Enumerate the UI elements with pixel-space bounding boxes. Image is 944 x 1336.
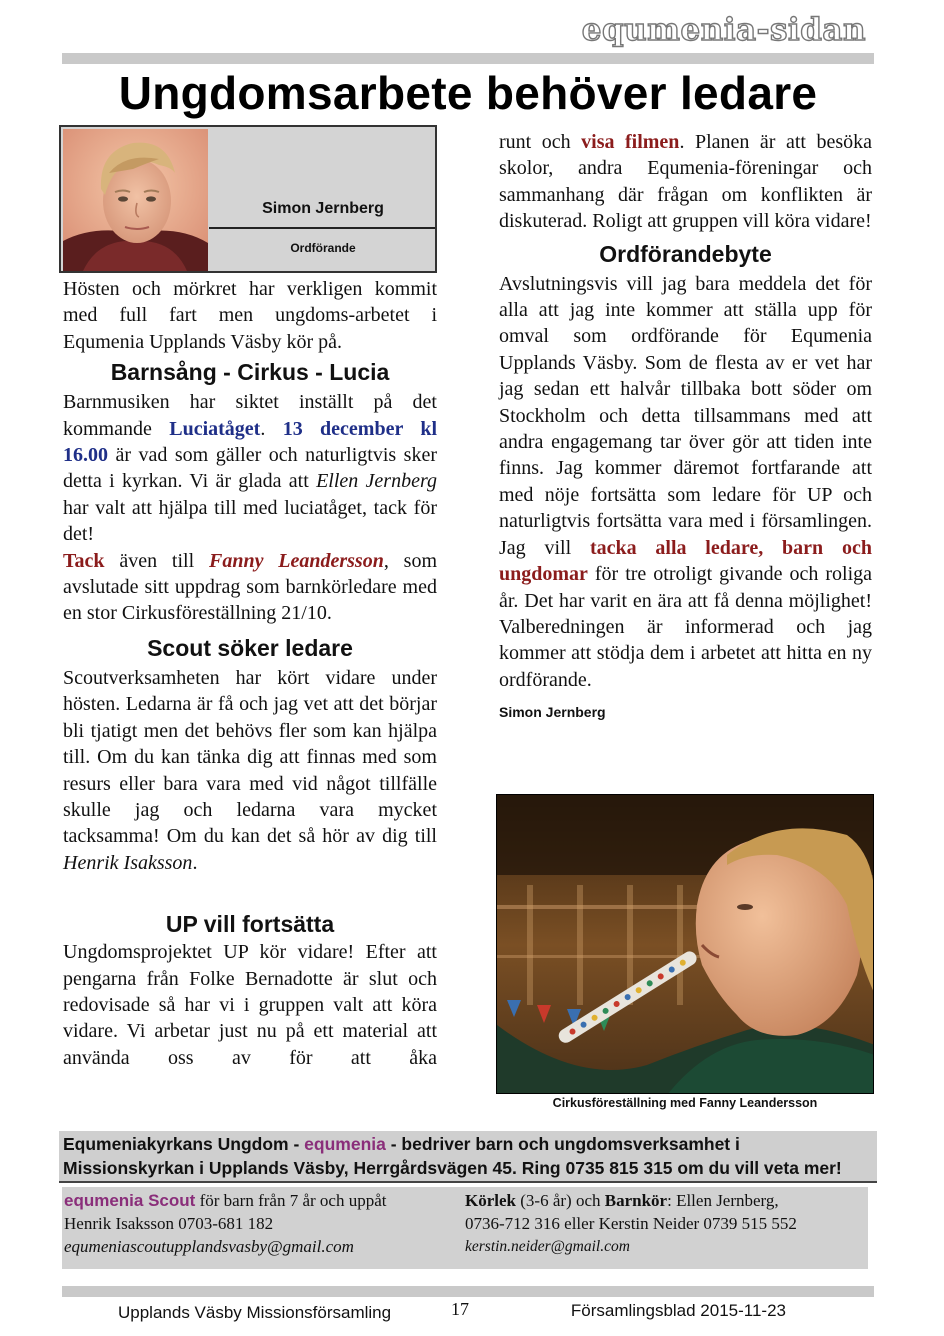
visa-filmen-highlight: visa filmen (581, 131, 680, 153)
page-headline: Ungdomsarbete behöver ledare (118, 67, 818, 119)
profile-box (59, 125, 437, 273)
footer-issue: Församlingsblad 2015-11-23 (570, 1301, 786, 1320)
tacka-highlight: tacka alla ledare, barn och ungdomar (499, 536, 872, 586)
left-column (63, 276, 437, 1071)
ellen-name: Ellen Jernberg (316, 470, 437, 493)
heading-barnsang: Barnsång - Cirkus - Lucia (110, 359, 390, 386)
profile-name: Simon Jernberg (262, 200, 384, 217)
heading-scout: Scout söker ledare (147, 634, 353, 661)
barnsang-paragraph-1: Barnmusiken har siktet inställt på det kommande Luciatåget. 13 december kl 16.00 är vad som gäller och naturligtvis sker detta i kyrkan. Vi är glada att Ellen Jernberg har valt att hjälpa till med luciatåget, tack för det! (63, 391, 438, 546)
contact-box (62, 1187, 868, 1269)
barnsang-paragraph-2: Tack även till Fanny Leandersson, som avslutade sitt uppdrag som barnkörledare med en stor Cirkusföreställning 21/10. (63, 549, 438, 625)
scout-contact-person: Henrik Isaksson 0703-681 182 (64, 1214, 274, 1233)
section-label: equmenia-sidan (581, 12, 866, 48)
heading-ordforandebyte: Ordförandebyte (599, 240, 772, 267)
kor-email[interactable]: kerstin.neider@gmail.com (465, 1238, 630, 1255)
ordforandebyte-paragraph: Avslutningsvis vill jag bara meddela det för alla att jag inte kommer att ställa upp för omval som ordförande för Equmenia Upplands Väsby. Som de flesta av er vet har jag sedan ett halvår tillbaka bott söder om Stockholm och detta tillsammans med att andra engagemang tar över gör att tiden inte finns. Jag kommer däremot fortfarande att med nöje fortsätta som ledare för UP och naturligtvis fortsätta vara med i församlingen. Jag vill tacka alla ledare, barn och ungdomar för tre otroligt givande och roliga år. Det har varit en ära att få denna möjlighet! Valberedningen är informerad och jag kommer att stödja dem i arbetet att hitta en ny ordförande. (499, 272, 872, 691)
scout-brand: equmenia Scout (64, 1191, 196, 1210)
scout-contact: equmenia Scout för barn från 7 år och uppåt Henrik Isaksson 0703-681 182 equmeniascoutupplandsvasby@gmail.com (64, 1189, 462, 1258)
intro-paragraph: Hösten och mörkret har verkligen kommit med full fart men ungdoms-arbetet i Equmenia Upplands Väsby kör på. (63, 278, 437, 353)
footer-congregation: Upplands Väsby Missionsförsamling (118, 1303, 392, 1322)
top-rule (62, 53, 874, 64)
info-bar (59, 1131, 877, 1183)
profile-role: Ordförande (290, 241, 356, 255)
circus-photo-image (497, 795, 874, 1094)
lucia-date-highlight: 13 december kl 16.00 (63, 417, 438, 467)
tack-highlight: Tack (63, 549, 105, 572)
barnkor-label: Barnkör (604, 1191, 668, 1210)
page-number: 17 (451, 1299, 469, 1319)
kor-contact: Körlek (3-6 år) och Barnkör: Ellen Jernberg, 0736-712 316 eller Kerstin Neider 0739 515 552 kerstin.neider@gmail.com (465, 1189, 865, 1258)
up-continued-paragraph: runt och visa filmen. Planen är att besöka skolor, andra Equmenia-föreningar och sammanhang där frågan om konflikten är diskuterad. Roligt att gruppen vill köra vidare! (499, 131, 873, 233)
henrik-name: Henrik Isaksson (63, 851, 193, 874)
circus-photo (496, 794, 874, 1094)
portrait-photo (63, 129, 208, 271)
fanny-name: Fanny Leandersson (208, 549, 384, 572)
scout-email[interactable]: equmeniascoutupplandsvasby@gmail.com (64, 1237, 354, 1256)
profile-divider (209, 227, 435, 229)
scout-paragraph: Scoutverksamheten har kört vidare under hösten. Ledarna är få och jag vet att det börjar bli tjatigt men det behövs fler som kan hjälpa till. Om du kan tänka dig att finnas med som resurs eller bara vara med vid något tillfälle skulle jag och ledarna vara mycket tacksamma! Om du kan det så hör av dig till Henrik Isaksson. (63, 666, 437, 874)
photo-caption: Cirkusföreställning med Fanny Leandersson (552, 1096, 818, 1110)
equmenia-brand: equmenia (304, 1134, 386, 1154)
bottom-rule (62, 1286, 874, 1297)
heading-up: UP vill fortsätta (165, 911, 335, 938)
korlek-label: Körlek (465, 1191, 516, 1210)
signature: Simon Jernberg (499, 704, 606, 721)
right-column (499, 129, 872, 726)
up-paragraph: Ungdomsprojektet UP kör vidare! Efter att pengarna från Folke Bernadotte är slut och redovisade så har vi i gruppen valt att köra vidare. Vi arbetar just nu på ett material att använda oss av för att åka (63, 941, 437, 1069)
info-bar-text: Equmeniakyrkans Ungdom - equmenia - bedriver barn och ungdomsverksamhet i Missionskyrkan i Upplands Väsby, Herrgårdsvägen 45. Ring 0735 815 315 om du vill veta mer! (63, 1134, 842, 1178)
luciataget-highlight: Luciatåget (169, 417, 261, 440)
kor-phones: 0736-712 316 eller Kerstin Neider 0739 515 552 (465, 1214, 797, 1233)
